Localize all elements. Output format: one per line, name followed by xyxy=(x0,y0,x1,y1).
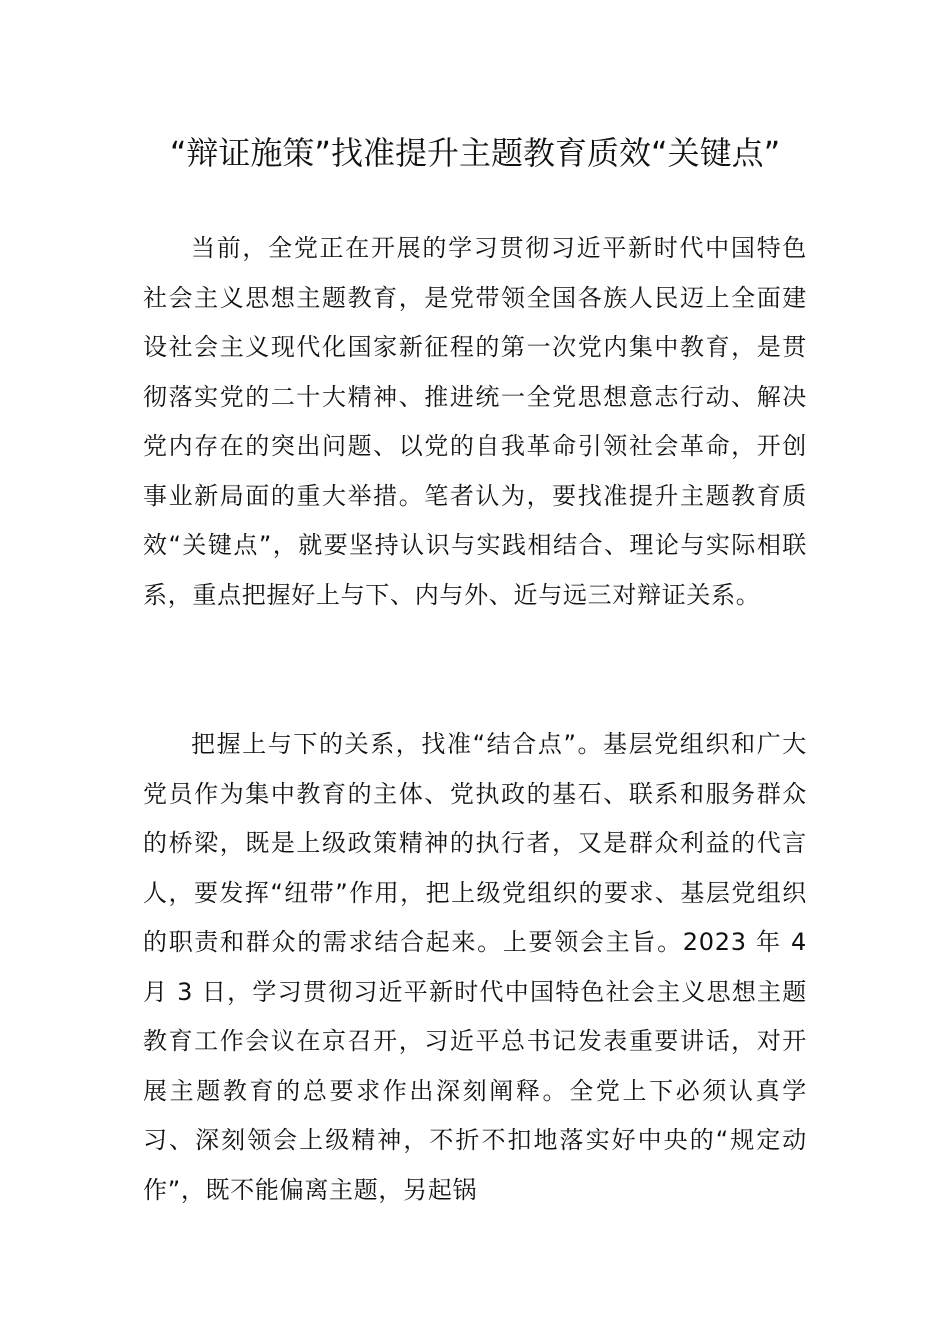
paragraph-upper-lower-relation: 把握上与下的关系，找准“结合点”。基层党组织和广大党员作为集中教育的主体、党执政的基石、联系和服务群众的桥梁，既是上级政策精神的执行者，又是群众利益的代言人，要发挥“纽带”作用，把上级党组织的要求、基层党组织的职责和群众的需求结合起来。上要领会主旨。2023 年 4 月 3 日，学习贯彻习近平新时代中国特色社会主义思想主题教育工作会议在京召开，习近平总书记发表重要讲话，对开展主题教育的总要求作出深刻阐释。全党上下必须认真学习、深刻领会上级精神，不折不扣地落实好中央的“规定动作”，既不能偏离主题，另起锅 xyxy=(143,730,807,1204)
paragraph-intro: 当前，全党正在开展的学习贯彻习近平新时代中国特色社会主义思想主题教育，是党带领全国各族人民迈上全面建设社会主义现代化国家新征程的第一次党内集中教育，是贯彻落实党的二十大精神、推进统一全党思想意志行动、解决党内存在的突出问题、以党的自我革命引领社会革命，开创事业新局面的重大举措。笔者认为，要找准提升主题教育质效“关键点”，就要坚持认识与实践相结合、理论与实际相联系，重点把握好上与下、内与外、近与远三对辩证关系。 xyxy=(143,234,807,609)
document-title: “辩证施策”找准提升主题教育质效“关键点” xyxy=(169,134,781,172)
